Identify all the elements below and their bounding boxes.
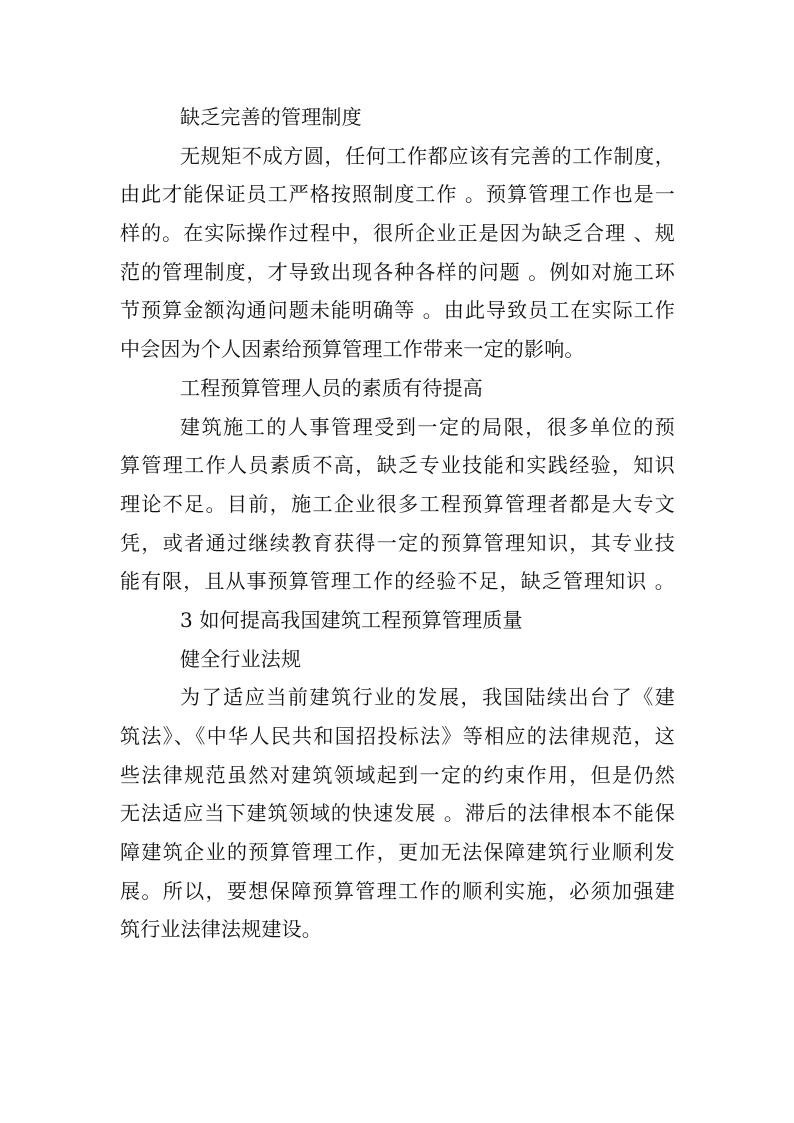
paragraph-line: 由此才能保证员工严格按照制度工作 。预算管理工作也是一 [120,182,675,207]
paragraph-line: 为了适应当前建筑行业的发展，我国陆续出台了《建 [180,685,675,710]
paragraph-line: 能有限，且从事预算管理工作的经验不足，缺乏管理知识 。 [120,569,675,594]
paragraph [120,137,675,369]
paragraph-line: 中会因为个人因素给预算管理工作带来一定的影响。 [120,337,585,362]
paragraph-line: 凭，或者通过继续教育获得一定的预算管理知识，其专业技 [120,530,675,555]
paragraph-line: 些法律规范虽然对建筑领域起到一定的约束作用，但是仍然 [120,762,675,787]
paragraph-line: 障建筑企业的预算管理工作，更加无法保障建筑行业顺利发 [120,840,675,865]
paragraph [120,408,675,601]
section-heading: 3 如何提高我国建筑工程预算管理质量 [180,607,523,632]
paragraph-line: 建筑施工的人事管理受到一定的局限，很多单位的预 [180,414,675,439]
paragraph [120,678,675,949]
document-body [120,98,675,949]
paragraph-line: 算管理工作人员素质不高，缺乏专业技能和实践经验，知识 [120,453,675,478]
paragraph-line: 筑行业法律法规建设。 [120,917,322,942]
paragraph-line: 范的管理制度，才导致出现各种各样的问题 。例如对施工环 [120,259,675,284]
paragraph-line: 理论不足。目前，施工企业很多工程预算管理者都是大专文 [120,491,675,516]
section-heading: 缺乏完善的管理制度 [180,105,362,129]
subsection-heading: 健全行业法规 [180,646,302,671]
paragraph-line: 筑法》、《中华人民共和国招投标法》等相应的法律规范，这 [120,724,675,748]
paragraph-line: 无法适应当下建筑领域的快速发展 。滞后的法律根本不能保 [120,801,675,826]
paragraph-line: 样的。在实际操作过程中，很所企业正是因为缺乏合理 、规 [120,221,675,246]
paragraph-line: 节预算金额沟通问题未能明确等 。由此导致员工在实际工作 [120,298,675,323]
paragraph-line: 无规矩不成方圆，任何工作都应该有完善的工作制度， [180,143,675,168]
paragraph-line: 展。所以，要想保障预算管理工作的顺利实施，必须加强建 [120,878,675,903]
section-heading: 工程预算管理人员的素质有待提高 [180,375,483,400]
